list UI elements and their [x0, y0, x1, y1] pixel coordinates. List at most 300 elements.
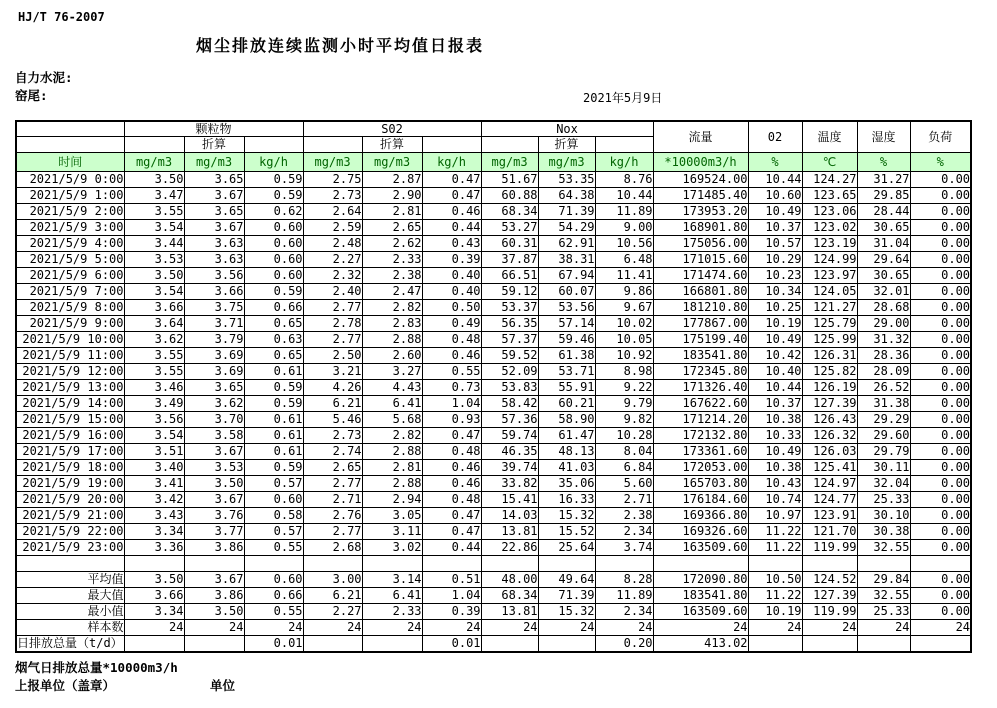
value-cell: 0.44 [422, 540, 481, 556]
value-cell: 0.00 [910, 332, 971, 348]
value-cell: 0.00 [910, 300, 971, 316]
value-cell: 2.78 [303, 316, 362, 332]
value-cell: 0.48 [422, 332, 481, 348]
value-cell: 3.21 [303, 364, 362, 380]
summary-value-cell: 24 [910, 620, 971, 636]
value-cell: 0.40 [422, 268, 481, 284]
value-cell: 126.43 [802, 412, 857, 428]
unit-cell: % [910, 153, 971, 172]
value-cell: 58.90 [538, 412, 595, 428]
value-cell: 59.46 [538, 332, 595, 348]
value-cell: 10.29 [748, 252, 802, 268]
value-cell: 54.29 [538, 220, 595, 236]
value-cell: 0.48 [422, 492, 481, 508]
value-cell: 2.75 [303, 172, 362, 188]
empty-cell [16, 137, 124, 153]
value-cell: 3.66 [124, 300, 184, 316]
summary-value-cell: 3.67 [184, 572, 244, 588]
value-cell: 0.00 [910, 428, 971, 444]
value-cell: 53.71 [538, 364, 595, 380]
value-cell: 53.56 [538, 300, 595, 316]
value-cell: 64.38 [538, 188, 595, 204]
table-row [16, 332, 971, 348]
value-cell: 2.90 [362, 188, 422, 204]
table-row [16, 524, 971, 540]
summary-value-cell: 2.33 [362, 604, 422, 620]
value-cell: 66.51 [481, 268, 538, 284]
summary-value-cell: 3.50 [184, 604, 244, 620]
value-cell: 0.44 [422, 220, 481, 236]
value-cell: 0.00 [910, 492, 971, 508]
value-cell: 0.58 [244, 508, 303, 524]
value-cell: 2.77 [303, 300, 362, 316]
summary-value-cell: 24 [595, 620, 653, 636]
value-cell: 2.77 [303, 476, 362, 492]
value-cell: 9.67 [595, 300, 653, 316]
unit-cell: ℃ [802, 153, 857, 172]
table-header [16, 121, 971, 172]
empty-cell [124, 137, 184, 153]
value-cell: 10.49 [748, 204, 802, 220]
empty-cell [303, 137, 362, 153]
summary-value-cell [910, 636, 971, 653]
value-cell: 0.40 [422, 284, 481, 300]
value-cell: 3.65 [184, 204, 244, 220]
unit-cell: kg/h [595, 153, 653, 172]
value-cell: 3.46 [124, 380, 184, 396]
value-cell: 10.56 [595, 236, 653, 252]
value-cell: 16.33 [538, 492, 595, 508]
value-cell: 10.44 [595, 188, 653, 204]
value-cell: 53.35 [538, 172, 595, 188]
value-cell: 0.62 [244, 204, 303, 220]
table-row [16, 236, 971, 252]
value-cell: 126.03 [802, 444, 857, 460]
value-cell: 175199.40 [653, 332, 748, 348]
value-cell: 0.46 [422, 204, 481, 220]
value-cell: 2.38 [595, 508, 653, 524]
value-cell: 0.66 [244, 300, 303, 316]
value-cell: 125.79 [802, 316, 857, 332]
summary-value-cell: 13.81 [481, 604, 538, 620]
time-cell: 2021/5/9 18:00 [16, 460, 124, 476]
header-so2-group: S02 [303, 121, 481, 137]
value-cell: 62.91 [538, 236, 595, 252]
value-cell: 31.27 [857, 172, 910, 188]
summary-value-cell: 6.21 [303, 588, 362, 604]
value-cell: 0.60 [244, 220, 303, 236]
header-temperature: 温度 [802, 121, 857, 153]
value-cell: 0.00 [910, 508, 971, 524]
value-cell: 29.85 [857, 188, 910, 204]
value-cell: 1.04 [422, 396, 481, 412]
value-cell: 2.62 [362, 236, 422, 252]
value-cell: 127.39 [802, 396, 857, 412]
value-cell: 2.27 [303, 252, 362, 268]
value-cell: 30.10 [857, 508, 910, 524]
value-cell: 0.00 [910, 316, 971, 332]
summary-value-cell: 3.50 [124, 572, 184, 588]
value-cell: 0.47 [422, 508, 481, 524]
value-cell: 2.94 [362, 492, 422, 508]
value-cell: 60.31 [481, 236, 538, 252]
value-cell: 10.97 [748, 508, 802, 524]
summary-value-cell: 24 [244, 620, 303, 636]
time-cell: 2021/5/9 1:00 [16, 188, 124, 204]
value-cell: 123.02 [802, 220, 857, 236]
table-row [16, 492, 971, 508]
empty-cell [802, 556, 857, 572]
value-cell: 29.00 [857, 316, 910, 332]
value-cell: 121.70 [802, 524, 857, 540]
header-group-row [16, 121, 971, 137]
value-cell: 0.50 [422, 300, 481, 316]
value-cell: 172132.80 [653, 428, 748, 444]
summary-value-cell: 1.04 [422, 588, 481, 604]
value-cell: 167622.60 [653, 396, 748, 412]
summary-value-cell: 24 [124, 620, 184, 636]
time-cell: 2021/5/9 15:00 [16, 412, 124, 428]
value-cell: 57.14 [538, 316, 595, 332]
summary-value-cell [184, 636, 244, 653]
table-row [16, 508, 971, 524]
value-cell: 125.82 [802, 364, 857, 380]
summary-value-cell: 48.00 [481, 572, 538, 588]
summary-value-cell: 11.89 [595, 588, 653, 604]
value-cell: 171326.40 [653, 380, 748, 396]
summary-value-cell: 24 [802, 620, 857, 636]
value-cell: 10.33 [748, 428, 802, 444]
value-cell: 57.37 [481, 332, 538, 348]
table-row [16, 364, 971, 380]
value-cell: 2.34 [595, 524, 653, 540]
value-cell: 123.97 [802, 268, 857, 284]
value-cell: 0.57 [244, 476, 303, 492]
value-cell: 0.46 [422, 476, 481, 492]
value-cell: 0.60 [244, 268, 303, 284]
value-cell: 3.74 [595, 540, 653, 556]
summary-row [16, 620, 971, 636]
value-cell: 4.43 [362, 380, 422, 396]
value-cell: 5.60 [595, 476, 653, 492]
time-cell: 2021/5/9 20:00 [16, 492, 124, 508]
value-cell: 10.44 [748, 172, 802, 188]
report-date: 2021年5月9日 [583, 91, 663, 105]
value-cell: 0.00 [910, 348, 971, 364]
corner-cell [16, 121, 124, 137]
summary-value-cell: 24 [481, 620, 538, 636]
summary-row [16, 636, 971, 653]
empty-cell [244, 556, 303, 572]
summary-label: 样本数 [16, 620, 124, 636]
value-cell: 0.73 [422, 380, 481, 396]
value-cell: 29.29 [857, 412, 910, 428]
value-cell: 29.79 [857, 444, 910, 460]
value-cell: 2.77 [303, 332, 362, 348]
value-cell: 3.63 [184, 236, 244, 252]
value-cell: 3.42 [124, 492, 184, 508]
empty-cell [481, 137, 538, 153]
value-cell: 0.00 [910, 476, 971, 492]
value-cell: 3.67 [184, 220, 244, 236]
value-cell: 10.23 [748, 268, 802, 284]
table-row [16, 172, 971, 188]
summary-value-cell [748, 636, 802, 653]
value-cell: 0.61 [244, 364, 303, 380]
value-cell: 0.60 [244, 492, 303, 508]
value-cell: 2.87 [362, 172, 422, 188]
time-cell: 2021/5/9 21:00 [16, 508, 124, 524]
summary-value-cell: 2.27 [303, 604, 362, 620]
value-cell: 10.43 [748, 476, 802, 492]
table-row [16, 268, 971, 284]
summary-value-cell: 24 [653, 620, 748, 636]
value-cell: 0.00 [910, 268, 971, 284]
value-cell: 3.40 [124, 460, 184, 476]
value-cell: 3.11 [362, 524, 422, 540]
value-cell: 51.67 [481, 172, 538, 188]
value-cell: 125.99 [802, 332, 857, 348]
value-cell: 10.38 [748, 412, 802, 428]
table-row [16, 476, 971, 492]
value-cell: 165703.80 [653, 476, 748, 492]
value-cell: 30.65 [857, 268, 910, 284]
summary-value-cell: 0.20 [595, 636, 653, 653]
value-cell: 71.39 [538, 204, 595, 220]
summary-value-cell: 3.34 [124, 604, 184, 620]
time-cell: 2021/5/9 0:00 [16, 172, 124, 188]
value-cell: 3.71 [184, 316, 244, 332]
value-cell: 31.38 [857, 396, 910, 412]
value-cell: 3.54 [124, 284, 184, 300]
value-cell: 123.06 [802, 204, 857, 220]
value-cell: 10.28 [595, 428, 653, 444]
value-cell: 30.11 [857, 460, 910, 476]
value-cell: 30.65 [857, 220, 910, 236]
value-cell: 2.83 [362, 316, 422, 332]
value-cell: 28.68 [857, 300, 910, 316]
value-cell: 0.61 [244, 412, 303, 428]
value-cell: 0.46 [422, 460, 481, 476]
value-cell: 10.92 [595, 348, 653, 364]
value-cell: 68.34 [481, 204, 538, 220]
value-cell: 172345.80 [653, 364, 748, 380]
value-cell: 173361.60 [653, 444, 748, 460]
time-cell: 2021/5/9 2:00 [16, 204, 124, 220]
value-cell: 10.42 [748, 348, 802, 364]
value-cell: 3.62 [124, 332, 184, 348]
value-cell: 0.00 [910, 188, 971, 204]
value-cell: 0.59 [244, 460, 303, 476]
summary-value-cell: 68.34 [481, 588, 538, 604]
value-cell: 33.82 [481, 476, 538, 492]
value-cell: 8.04 [595, 444, 653, 460]
summary-value-cell: 0.01 [422, 636, 481, 653]
report-org-label: 上报单位（盖章） [15, 678, 116, 693]
value-cell: 176184.60 [653, 492, 748, 508]
value-cell: 0.00 [910, 220, 971, 236]
summary-value-cell: 0.01 [244, 636, 303, 653]
table-row [16, 428, 971, 444]
value-cell: 0.47 [422, 172, 481, 188]
value-cell: 124.97 [802, 476, 857, 492]
unit-cell: % [748, 153, 802, 172]
value-cell: 6.21 [303, 396, 362, 412]
empty-cell [303, 556, 362, 572]
value-cell: 10.49 [748, 332, 802, 348]
value-cell: 31.04 [857, 236, 910, 252]
value-cell: 3.69 [184, 364, 244, 380]
value-cell: 166801.80 [653, 284, 748, 300]
value-cell: 3.49 [124, 396, 184, 412]
time-cell: 2021/5/9 11:00 [16, 348, 124, 364]
value-cell: 2.76 [303, 508, 362, 524]
empty-cell [422, 137, 481, 153]
value-cell: 2.40 [303, 284, 362, 300]
value-cell: 48.13 [538, 444, 595, 460]
header-particulate-group: 颗粒物 [124, 121, 303, 137]
value-cell: 168901.80 [653, 220, 748, 236]
summary-value-cell: 3.66 [124, 588, 184, 604]
value-cell: 9.82 [595, 412, 653, 428]
time-cell: 2021/5/9 8:00 [16, 300, 124, 316]
value-cell: 0.47 [422, 188, 481, 204]
value-cell: 123.19 [802, 236, 857, 252]
value-cell: 2.59 [303, 220, 362, 236]
value-cell: 3.34 [124, 524, 184, 540]
value-cell: 67.94 [538, 268, 595, 284]
value-cell: 59.12 [481, 284, 538, 300]
value-cell: 171474.60 [653, 268, 748, 284]
unit-cell: mg/m3 [538, 153, 595, 172]
value-cell: 171485.40 [653, 188, 748, 204]
header-converted: 折算 [184, 137, 244, 153]
unit-label: 单位 [210, 678, 236, 693]
value-cell: 2.88 [362, 476, 422, 492]
value-cell: 0.00 [910, 540, 971, 556]
header-converted: 折算 [362, 137, 422, 153]
spacer-row [16, 556, 971, 572]
summary-value-cell: 49.64 [538, 572, 595, 588]
summary-value-cell [802, 636, 857, 653]
table-row [16, 348, 971, 364]
header-load: 负荷 [910, 121, 971, 153]
value-cell: 10.25 [748, 300, 802, 316]
value-cell: 0.61 [244, 444, 303, 460]
table-row [16, 412, 971, 428]
value-cell: 3.56 [184, 268, 244, 284]
value-cell: 25.64 [538, 540, 595, 556]
table-row [16, 540, 971, 556]
summary-value-cell: 119.99 [802, 604, 857, 620]
time-cell: 2021/5/9 23:00 [16, 540, 124, 556]
value-cell: 10.34 [748, 284, 802, 300]
value-cell: 15.52 [538, 524, 595, 540]
empty-cell [748, 556, 802, 572]
table-row [16, 396, 971, 412]
summary-value-cell: 0.00 [910, 572, 971, 588]
summary-value-cell: 2.34 [595, 604, 653, 620]
value-cell: 0.55 [244, 540, 303, 556]
summary-value-cell: 24 [422, 620, 481, 636]
summary-value-cell: 0.00 [910, 604, 971, 620]
header-flow: 流量 [653, 121, 748, 153]
empty-cell [124, 556, 184, 572]
summary-value-cell: 163509.60 [653, 604, 748, 620]
summary-label: 最大值 [16, 588, 124, 604]
value-cell: 172053.00 [653, 460, 748, 476]
value-cell: 0.00 [910, 460, 971, 476]
value-cell: 10.05 [595, 332, 653, 348]
summary-value-cell: 24 [857, 620, 910, 636]
value-cell: 32.01 [857, 284, 910, 300]
summary-value-cell: 0.51 [422, 572, 481, 588]
summary-value-cell: 71.39 [538, 588, 595, 604]
value-cell: 41.03 [538, 460, 595, 476]
summary-value-cell: 0.60 [244, 572, 303, 588]
value-cell: 2.82 [362, 428, 422, 444]
value-cell: 169326.60 [653, 524, 748, 540]
time-cell: 2021/5/9 4:00 [16, 236, 124, 252]
value-cell: 10.19 [748, 316, 802, 332]
value-cell: 124.27 [802, 172, 857, 188]
value-cell: 3.02 [362, 540, 422, 556]
time-cell: 2021/5/9 3:00 [16, 220, 124, 236]
value-cell: 3.50 [184, 476, 244, 492]
unit-cell: *10000m3/h [653, 153, 748, 172]
value-cell: 126.19 [802, 380, 857, 396]
value-cell: 28.09 [857, 364, 910, 380]
table-row [16, 204, 971, 220]
empty-cell [422, 556, 481, 572]
summary-value-cell: 24 [362, 620, 422, 636]
report-table-body [16, 172, 971, 653]
value-cell: 3.76 [184, 508, 244, 524]
summary-value-cell: 0.00 [910, 588, 971, 604]
value-cell: 3.63 [184, 252, 244, 268]
summary-row [16, 572, 971, 588]
value-cell: 0.00 [910, 236, 971, 252]
table-row [16, 316, 971, 332]
value-cell: 10.37 [748, 220, 802, 236]
empty-cell [16, 556, 124, 572]
header-nox-group: Nox [481, 121, 653, 137]
value-cell: 0.57 [244, 524, 303, 540]
table-row [16, 284, 971, 300]
value-cell: 177867.00 [653, 316, 748, 332]
summary-value-cell: 15.32 [538, 604, 595, 620]
value-cell: 3.86 [184, 540, 244, 556]
value-cell: 0.65 [244, 348, 303, 364]
value-cell: 175056.00 [653, 236, 748, 252]
summary-label: 日排放总量（t/d） [17, 636, 123, 650]
summary-value-cell: 25.33 [857, 604, 910, 620]
value-cell: 10.60 [748, 188, 802, 204]
value-cell: 15.32 [538, 508, 595, 524]
table-row [16, 252, 971, 268]
empty-cell [595, 556, 653, 572]
value-cell: 3.05 [362, 508, 422, 524]
value-cell: 3.55 [124, 364, 184, 380]
value-cell: 10.37 [748, 396, 802, 412]
value-cell: 0.49 [422, 316, 481, 332]
value-cell: 61.47 [538, 428, 595, 444]
unit-cell: mg/m3 [362, 153, 422, 172]
value-cell: 5.46 [303, 412, 362, 428]
header-time: 时间 [16, 153, 124, 172]
header-converted: 折算 [538, 137, 595, 153]
value-cell: 3.75 [184, 300, 244, 316]
